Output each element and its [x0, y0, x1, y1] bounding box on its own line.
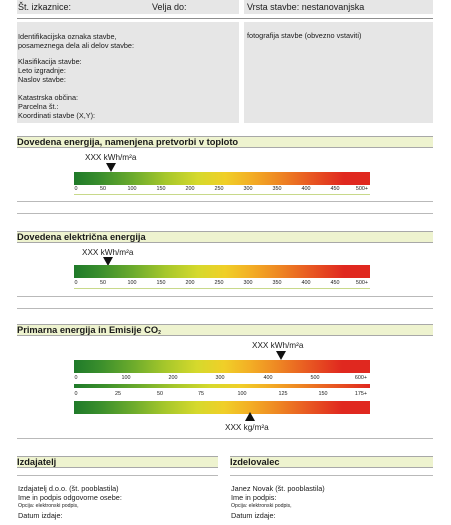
electric-tick: 300 [243, 280, 253, 286]
primary-title-text: Primarna energija in Emisije CO [17, 325, 159, 335]
heat-tick: 100 [127, 186, 137, 192]
issuer-header [17, 456, 218, 468]
issuer-date-label: Datum izdaje: [18, 511, 63, 520]
heat-marker-label: XXX kWh/m²a [85, 153, 137, 162]
electric-tick: 400 [301, 280, 311, 286]
primary-energy-tick: 100 [121, 375, 131, 381]
divider [17, 296, 433, 297]
divider [230, 475, 433, 476]
author-name: Janez Novak (št. pooblastila) [231, 484, 325, 493]
header-divider [17, 18, 433, 19]
classification-label: Klasifikacija stavbe: [18, 57, 82, 66]
divider [17, 308, 433, 309]
primary-energy-bar [74, 360, 342, 373]
id-label: Identifikacijska oznaka stavbe, [18, 32, 117, 41]
electric-tick: 200 [185, 280, 195, 286]
photo-label: fotografija stavbe (obvezno vstaviti) [247, 31, 362, 40]
electric-marker-label: XXX kWh/m²a [82, 248, 134, 257]
co2-top-stripe [74, 384, 370, 388]
author-title: Izdelovalec [230, 457, 280, 467]
primary-energy-label: XXX kWh/m²a [252, 341, 304, 350]
primary-section-header [17, 324, 433, 336]
heat-tick: 350 [272, 186, 282, 192]
issuer-note: Opcija: elektronski podpis, [18, 503, 79, 509]
primary-energy-tick: 600+ [354, 375, 368, 381]
divider [17, 201, 433, 202]
co2-tick: 75 [198, 391, 204, 397]
issuer-name: Izdajatelj d.o.o. (št. pooblastila) [18, 484, 119, 493]
heat-tick: 500+ [355, 186, 369, 192]
author-date-label: Datum izdaje: [231, 511, 276, 520]
certificate-number-label: Št. izkaznice: [18, 2, 72, 12]
electric-tick: 150 [156, 280, 166, 286]
co2-tick: 150 [318, 391, 328, 397]
heat-tick: 300 [243, 186, 253, 192]
issuer-signature-label: Ime in podpis odgovorne osebe: [18, 493, 122, 502]
electric-tick: 500+ [355, 280, 369, 286]
heat-tick: 450 [330, 186, 340, 192]
co2-bar [74, 401, 342, 414]
electric-scale-bar [74, 265, 344, 278]
cadastral-label: Katastrska občina: [18, 93, 79, 102]
co2-tick: 100 [237, 391, 247, 397]
divider [17, 213, 433, 214]
electric-section-header [17, 231, 433, 243]
heat-tick: 200 [185, 186, 195, 192]
electric-scale-cap [344, 265, 370, 278]
co2-marker-arrow [245, 412, 255, 421]
electric-tick: 250 [214, 280, 224, 286]
primary-energy-tick: 0 [74, 375, 78, 381]
primary-energy-cap [342, 360, 370, 373]
co2-tick: 25 [115, 391, 121, 397]
issuer-title: Izdajatelj [17, 457, 57, 467]
electric-tick: 100 [127, 280, 137, 286]
heat-tick: 150 [156, 186, 166, 192]
heat-tick: 50 [100, 186, 106, 192]
heat-tick: 400 [301, 186, 311, 192]
electric-section-title: Dovedena električna energija [17, 232, 146, 242]
primary-energy-tick: 500 [310, 375, 320, 381]
primary-section-title [17, 325, 161, 339]
heat-scale-cap [344, 172, 370, 185]
divider [17, 438, 433, 439]
co2-marker-label: XXX kg/m²a [225, 423, 269, 432]
co2-tick: 125 [278, 391, 288, 397]
heat-scale-underline [74, 194, 370, 195]
coords-label: Koordinati stavbe (X,Y): [18, 111, 96, 120]
electric-scale-underline [74, 288, 370, 289]
part-label: posameznega dela ali delov stavbe: [18, 41, 135, 50]
co2-tick: 0 [74, 391, 78, 397]
co2-ticks [74, 391, 370, 401]
parcel-label: Parcelna št.: [18, 102, 59, 111]
primary-energy-tick: 200 [168, 375, 178, 381]
co2-tick: 175+ [354, 391, 368, 397]
author-note: Opcija: elektronski podpis, [231, 503, 292, 509]
primary-energy-tick: 300 [215, 375, 225, 381]
heat-marker-arrow [106, 163, 116, 172]
primary-energy-arrow [276, 351, 286, 360]
author-header [230, 456, 433, 468]
co2-tick: 50 [157, 391, 163, 397]
heat-scale-bar [74, 172, 344, 185]
year-label: Leto izgradnje: [18, 66, 66, 75]
heat-tick: 250 [214, 186, 224, 192]
electric-tick: 450 [330, 280, 340, 286]
address-label: Naslov stavbe: [18, 75, 66, 84]
electric-tick: 0 [74, 280, 78, 286]
heat-section-title: Dovedena energija, namenjena pretvorbi v toploto [17, 137, 239, 147]
building-type-label: Vrsta stavbe: nestanovanjska [247, 2, 365, 12]
heat-tick: 0 [74, 186, 78, 192]
co2-cap [342, 401, 370, 414]
primary-energy-tick: 400 [263, 375, 273, 381]
primary-title-subscript: 2 [158, 330, 161, 336]
electric-tick: 350 [272, 280, 282, 286]
valid-until-label: Velja do: [152, 2, 187, 12]
author-signature-label: Ime in podpis: [231, 493, 277, 502]
electric-tick: 50 [100, 280, 106, 286]
heat-section-header [17, 136, 433, 148]
divider [17, 475, 218, 476]
